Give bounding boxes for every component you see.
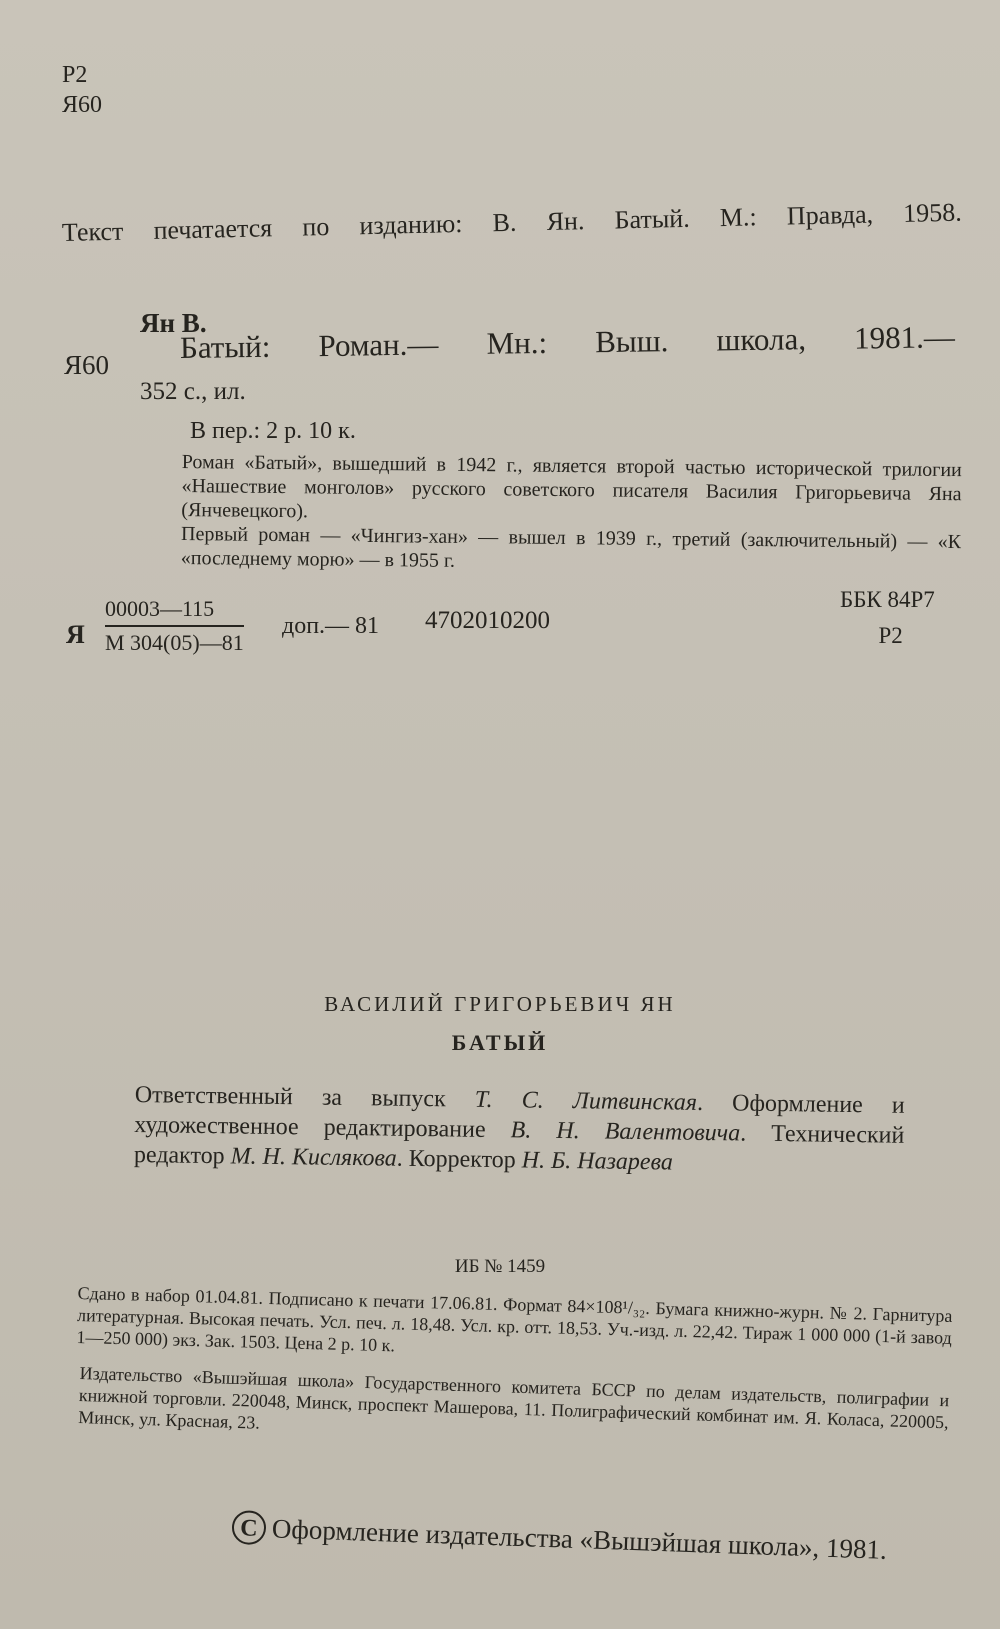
index-numerator: 00003—115 (105, 595, 244, 627)
credit-name: Н. Б. Назарева (521, 1147, 673, 1176)
bbk-block (840, 582, 935, 654)
catalog-price: В пер.: 2 р. 10 к. (190, 418, 356, 444)
index-code: 4702010200 (425, 607, 550, 634)
publisher-details (78, 1362, 950, 1455)
credit-name: М. Н. Кислякова (230, 1143, 397, 1172)
index-letter: Я (66, 620, 85, 649)
copyright-line (231, 1510, 887, 1567)
credit-text: . Технический редактор (133, 1120, 905, 1170)
credit-name: Т. С. Литвинская (474, 1086, 698, 1116)
bbk-code: ББК 84Р7 (840, 587, 935, 612)
source-edition-line (62, 198, 962, 248)
source-word: печатается (153, 213, 273, 245)
bbk-sub: Р2 (878, 623, 903, 648)
colophon-author: ВАСИЛИЙ ГРИГОРЬЕВИЧ ЯН (324, 992, 676, 1016)
annotation-paragraph: Первый роман — «Чингиз-хан» — вышел в 1939 г., третий (заключительный) — «К «последнему морю» — в 1955 г. (180, 522, 962, 572)
ib-number: ИБ № 1459 (454, 1256, 546, 1277)
print-details-text: Сдано в набор 01.04.81. Подписано к печати 17.06.81. Формат 84×108¹/₃₂. Бумага книжно-журн. № 2. Гарнитура литературная. Высокая печать. Усл. печ. л. 18,48. Усл. кр. отт. 18,53. Уч.-изд. л. 22,42. Тираж 1 000 000 (1-й завод 1—250 000) экз. Зак. 1503. Цена 2 р. 10 к. (76, 1282, 953, 1356)
index-fraction (105, 595, 244, 657)
publisher-details-text: Издательство «Вышэйшая школа» Государственного комитета БССР по делам издательств, полиграфии и книжной торговли. 220048, Минск, проспект Машерова, 11. Полиграфический комбинат им. Я. Коласа, 220005, Минск, ул. Красная, 23. (77, 1362, 950, 1433)
catalog-word: Мн.: (486, 324, 548, 361)
print-details (76, 1282, 952, 1371)
annotation (181, 450, 962, 578)
colophon-credits (134, 1080, 905, 1181)
catalog-title-line (180, 319, 955, 366)
index-dop: доп.— 81 (282, 613, 380, 639)
credit-text: . Оформление и художественное редактирование (134, 1089, 905, 1144)
source-word: Текст (61, 216, 124, 247)
credit-name: В. Н. Валентовича (510, 1117, 741, 1147)
source-word: М.: (719, 202, 757, 233)
credit-text: Ответственный за выпуск (134, 1081, 475, 1113)
annotation-paragraph: Роман «Батый», вышедший в 1942 г., является второй частью исторической трилогии «Нашествие монголов» русского советского писателя Василия Григорьевича Яна (Янчевецкого). (181, 450, 962, 523)
source-word: В. (492, 207, 517, 238)
copyright-icon: C (231, 1510, 266, 1545)
corner-code-r2: Р2 (62, 62, 88, 88)
index-denominator: М 304(05)—81 (105, 630, 244, 655)
corner-codes (62, 60, 102, 120)
catalog-author: Ян В. (140, 308, 207, 338)
catalog-word: Выш. (594, 323, 669, 360)
catalog-pages: 352 с., ил. (140, 378, 246, 405)
source-word: по (302, 211, 330, 242)
copyright-text: Оформление издательства «Вышэйшая школа», 1981. (271, 1512, 888, 1565)
source-word: 1958. (902, 197, 963, 228)
catalog-word: Роман.— (318, 326, 439, 364)
source-word: Ян. (546, 206, 585, 236)
catalog-code: Я60 (64, 350, 110, 380)
source-word: Правда, (786, 199, 874, 231)
source-word: Батый. (614, 203, 690, 235)
source-word: изданию: (359, 208, 463, 241)
catalog-word: Батый: (179, 328, 271, 365)
colophon-title: БАТЫЙ (451, 1030, 549, 1055)
corner-code-ya60: Я60 (62, 92, 103, 118)
credit-text: . Корректор (396, 1145, 522, 1174)
catalog-word: школа, (716, 321, 807, 358)
catalog-word: 1981.— (853, 319, 956, 356)
